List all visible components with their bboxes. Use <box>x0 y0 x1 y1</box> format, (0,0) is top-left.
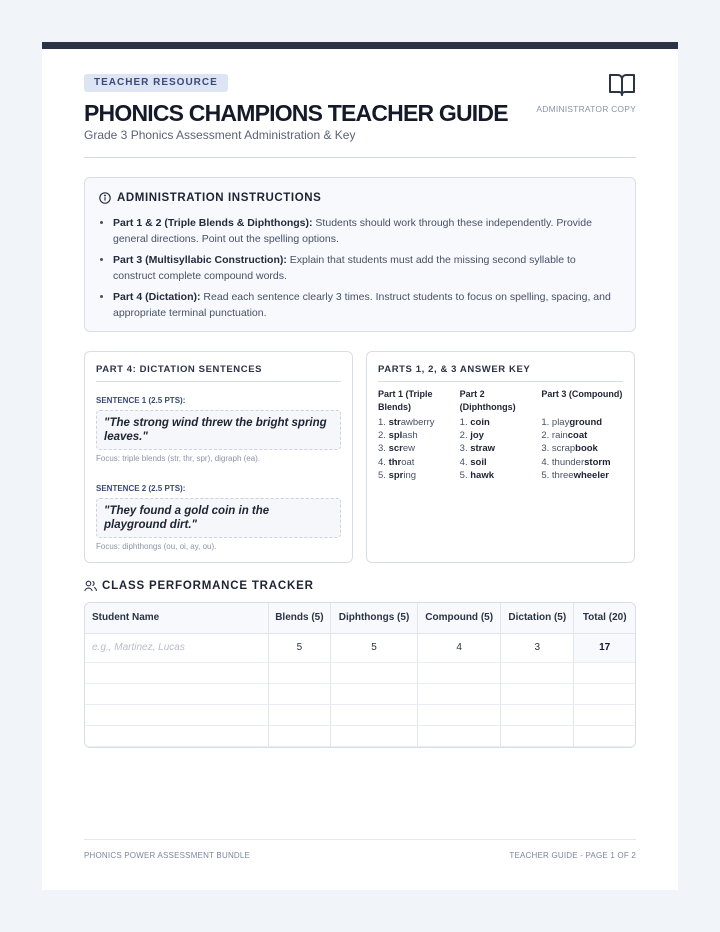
column-header: Blends (5) <box>268 603 330 633</box>
answer-key-item: 1. coin <box>459 417 490 428</box>
instructions-title: ADMINISTRATION INSTRUCTIONS <box>117 192 322 204</box>
dictation-sentences-card <box>84 351 353 563</box>
sentence-1-text: "The strong wind threw the bright spring leaves." <box>96 410 341 450</box>
instruction-item <box>113 216 617 247</box>
instruction-label: Part 4 (Dictation): <box>113 291 201 303</box>
answer-key-item: 2. splash <box>378 430 418 442</box>
answer-key-item: 2. raincoat <box>541 430 588 442</box>
table-cell[interactable] <box>418 662 501 683</box>
instruction-item <box>113 253 617 284</box>
column-header: Student Name <box>85 603 268 633</box>
table-cell[interactable] <box>574 704 635 725</box>
answer-key-item: 5. hawk <box>459 469 494 481</box>
table-cell[interactable] <box>85 704 268 725</box>
table-cell[interactable] <box>574 725 635 746</box>
instructions-list <box>113 216 617 327</box>
answer-key-item: 2. joy <box>459 430 484 442</box>
table-row <box>85 704 635 725</box>
table-row <box>85 683 635 704</box>
answer-key-column-head: Part 3 (Compound) <box>541 389 623 399</box>
table-cell[interactable] <box>330 662 417 683</box>
column-header: Compound (5) <box>418 603 501 633</box>
table-cell[interactable] <box>501 704 574 725</box>
table-cell[interactable] <box>418 704 501 725</box>
table-cell[interactable] <box>330 683 417 704</box>
page-subtitle: Grade 3 Phonics Assessment Administration & Key <box>84 128 356 142</box>
table-cell[interactable] <box>268 725 330 746</box>
answer-key-column <box>541 388 623 482</box>
column-header: Diphthongs (5) <box>330 603 417 633</box>
answer-key-column <box>378 388 460 482</box>
table-row <box>85 662 635 683</box>
administration-instructions-panel <box>84 177 636 332</box>
instruction-item <box>113 290 617 321</box>
table-cell[interactable] <box>330 725 417 746</box>
table-cell[interactable] <box>268 704 330 725</box>
sentence-2-label: SENTENCE 2 (2.5 PTS): <box>96 484 186 493</box>
answer-key-item: 4. soil <box>459 456 487 468</box>
answer-key-item: 3. screw <box>378 443 415 455</box>
answer-key-card <box>366 351 635 563</box>
table-cell[interactable] <box>268 683 330 704</box>
table-header-row <box>85 603 635 633</box>
sentence-1-label: SENTENCE 1 (2.5 PTS): <box>96 396 186 405</box>
column-header: Dictation (5) <box>501 603 574 633</box>
table-cell[interactable] <box>501 683 574 704</box>
answer-key-column-head: Part 1 (Triple Blends) <box>378 389 433 412</box>
answer-key-item: 5. threewheeler <box>541 469 609 481</box>
document-page <box>42 42 678 890</box>
answer-key-item: 3. scrapbook <box>541 443 598 455</box>
teacher-resource-badge: TEACHER RESOURCE <box>84 74 228 92</box>
instruction-text: Students should work through these independently. Provide general directions. Point out the spelling options. <box>113 217 592 245</box>
instruction-text: Read each sentence clearly 3 times. Instruct students to focus on spelling, spacing, and appropriate terminal punctuation. <box>113 291 611 319</box>
footer-left: PHONICS POWER ASSESSMENT BUNDLE <box>84 851 251 860</box>
sentence-2-focus: Focus: diphthongs (ou, oi, ay, ou). <box>96 542 217 551</box>
column-header: Total (20) <box>574 603 635 633</box>
table-cell[interactable] <box>85 683 268 704</box>
instruction-label: Part 3 (Multisyllabic Construction): <box>113 254 287 266</box>
answer-key-item: 1. playground <box>541 417 603 428</box>
table-cell[interactable] <box>574 662 635 683</box>
dictation-card-title: PART 4: DICTATION SENTENCES <box>96 364 341 382</box>
answer-key-item: 4. thunderstorm <box>541 456 611 468</box>
table-cell[interactable] <box>330 704 417 725</box>
table-cell[interactable]: 5 <box>330 633 417 662</box>
table-cell[interactable] <box>268 662 330 683</box>
table-cell[interactable] <box>85 725 268 746</box>
page-title: PHONICS CHAMPIONS TEACHER GUIDE <box>84 100 508 126</box>
footer-right: TEACHER GUIDE - PAGE 1 OF 2 <box>509 851 636 860</box>
instruction-text: Explain that students must add the missing second syllable to construct complete compound words. <box>113 254 576 282</box>
sentence-1-focus: Focus: triple blends (str, thr, spr), digraph (ea). <box>96 454 261 463</box>
header-divider <box>84 157 636 158</box>
answer-key-item: 1. strawberry <box>378 417 435 428</box>
answer-key-column-head: Part 2 (Diphthongs) <box>459 389 516 412</box>
table-cell[interactable] <box>501 662 574 683</box>
table-cell[interactable]: 17 <box>574 633 635 662</box>
example-row <box>85 633 635 662</box>
table-row <box>85 725 635 746</box>
open-book-icon <box>608 72 636 98</box>
table-cell[interactable] <box>574 683 635 704</box>
table-cell[interactable]: 3 <box>501 633 574 662</box>
users-icon <box>84 580 97 592</box>
administrator-copy-label: ADMINISTRATOR COPY <box>536 104 636 114</box>
answer-key-item: 5. spring <box>378 469 417 481</box>
answer-key-item: 3. straw <box>459 443 496 455</box>
sentence-2-text: "They found a gold coin in the playground dirt." <box>96 498 341 538</box>
table-cell[interactable] <box>418 725 501 746</box>
instruction-label: Part 1 & 2 (Triple Blends & Diphthongs): <box>113 217 313 229</box>
performance-tracker-table <box>84 602 636 748</box>
answer-key-item: 4. throat <box>378 456 415 468</box>
table-cell[interactable]: 5 <box>268 633 330 662</box>
table-cell[interactable] <box>85 662 268 683</box>
answer-key-title: PARTS 1, 2, & 3 ANSWER KEY <box>378 364 623 382</box>
table-cell[interactable] <box>501 725 574 746</box>
footer-divider <box>84 839 636 840</box>
info-icon <box>99 192 111 204</box>
tracker-heading <box>84 580 314 592</box>
tracker-title: CLASS PERFORMANCE TRACKER <box>102 580 314 592</box>
table-cell[interactable]: 4 <box>418 633 501 662</box>
table-cell[interactable]: e.g., Martinez, Lucas <box>85 633 268 662</box>
table-cell[interactable] <box>418 683 501 704</box>
answer-key-columns <box>378 388 623 482</box>
answer-key-column <box>460 388 542 482</box>
